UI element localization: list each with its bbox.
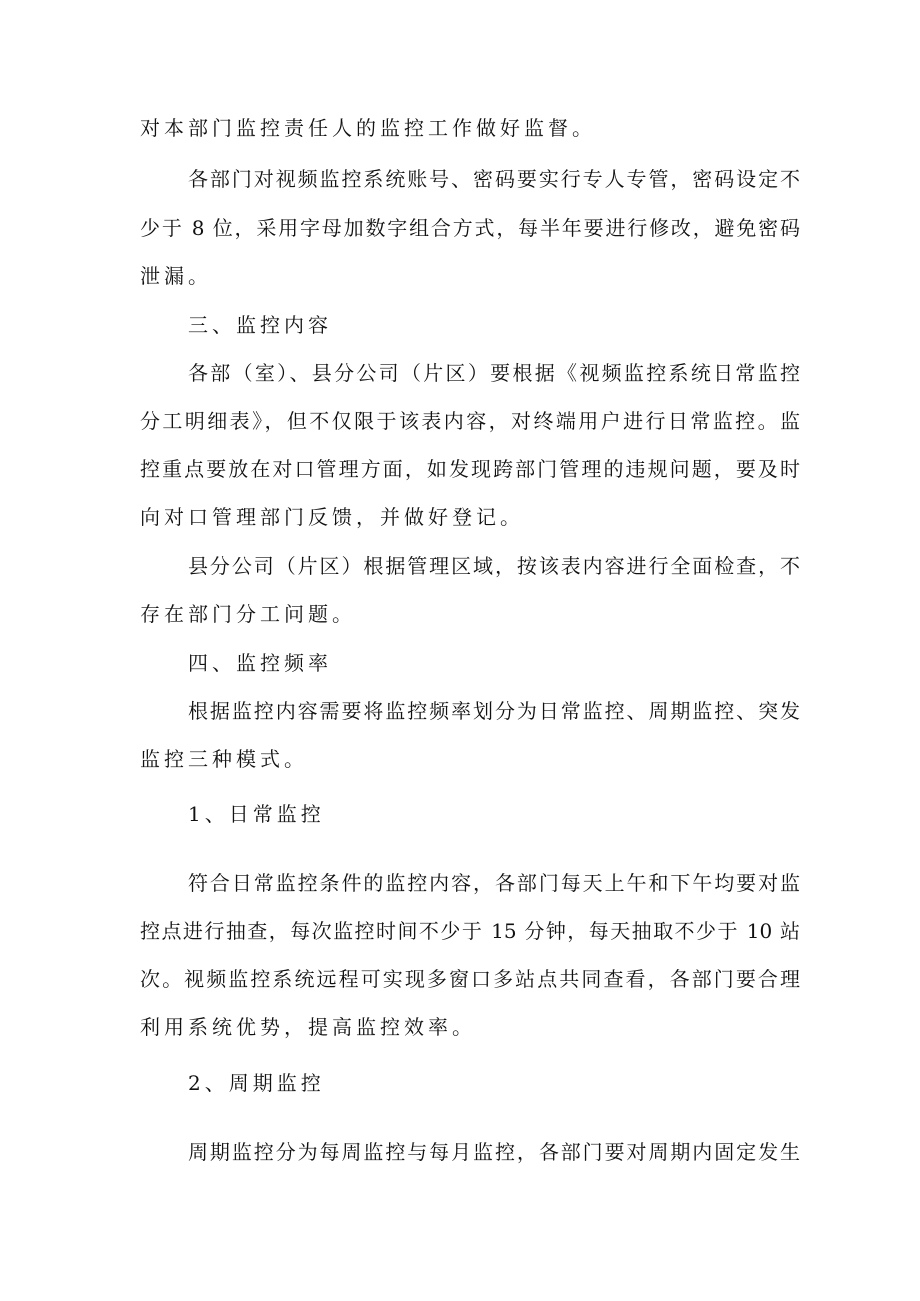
paragraph-line: 周期监控分为每周监控与每月监控，各部门要对周期内固定发生 <box>188 1140 800 1164</box>
paragraph-line: 对本部门监控责任人的监控工作做好监督。 <box>140 116 596 140</box>
paragraph-line: 次。视频监控系统远程可实现多窗口多站点共同查看，各部门要合理 <box>140 967 800 991</box>
paragraph-line: 根据监控内容需要将监控频率划分为日常监控、周期监控、突发 <box>188 699 800 723</box>
paragraph-line: 少于 8 位，采用字母加数字组合方式，每半年要进行修改，避免密码 <box>140 216 800 240</box>
section-heading: 四、监控频率 <box>188 651 332 675</box>
paragraph-line: 分工明细表》，但不仅限于该表内容，对终端用户进行日常监控。监 <box>140 409 800 433</box>
paragraph-line: 控重点要放在对口管理方面，如发现跨部门管理的违规问题，要及时 <box>140 457 800 481</box>
section-heading: 三、监控内容 <box>188 313 332 337</box>
paragraph-line: 向对口管理部门反馈，并做好登记。 <box>140 505 524 529</box>
paragraph-line: 存在部门分工问题。 <box>140 602 356 626</box>
paragraph-line: 利用系统优势，提高监控效率。 <box>140 1015 476 1039</box>
paragraph-line: 县分公司（片区）根据管理区域，按该表内容进行全面检查，不 <box>188 554 800 578</box>
subsection-heading: 2、周期监控 <box>188 1071 325 1095</box>
subsection-heading: 1、日常监控 <box>188 802 325 826</box>
paragraph-line: 监控三种模式。 <box>140 747 308 771</box>
paragraph-line: 各部门对视频监控系统账号、密码要实行专人专管，密码设定不 <box>188 167 800 191</box>
paragraph-line: 符合日常监控条件的监控内容，各部门每天上午和下午均要对监 <box>188 871 800 895</box>
paragraph-line: 各部（室）、县分公司（片区）要根据《视频监控系统日常监控 <box>188 361 800 385</box>
paragraph-line: 泄漏。 <box>140 264 212 288</box>
paragraph-line: 控点进行抽查，每次监控时间不少于 15 分钟，每天抽取不少于 10 站 <box>140 919 800 943</box>
